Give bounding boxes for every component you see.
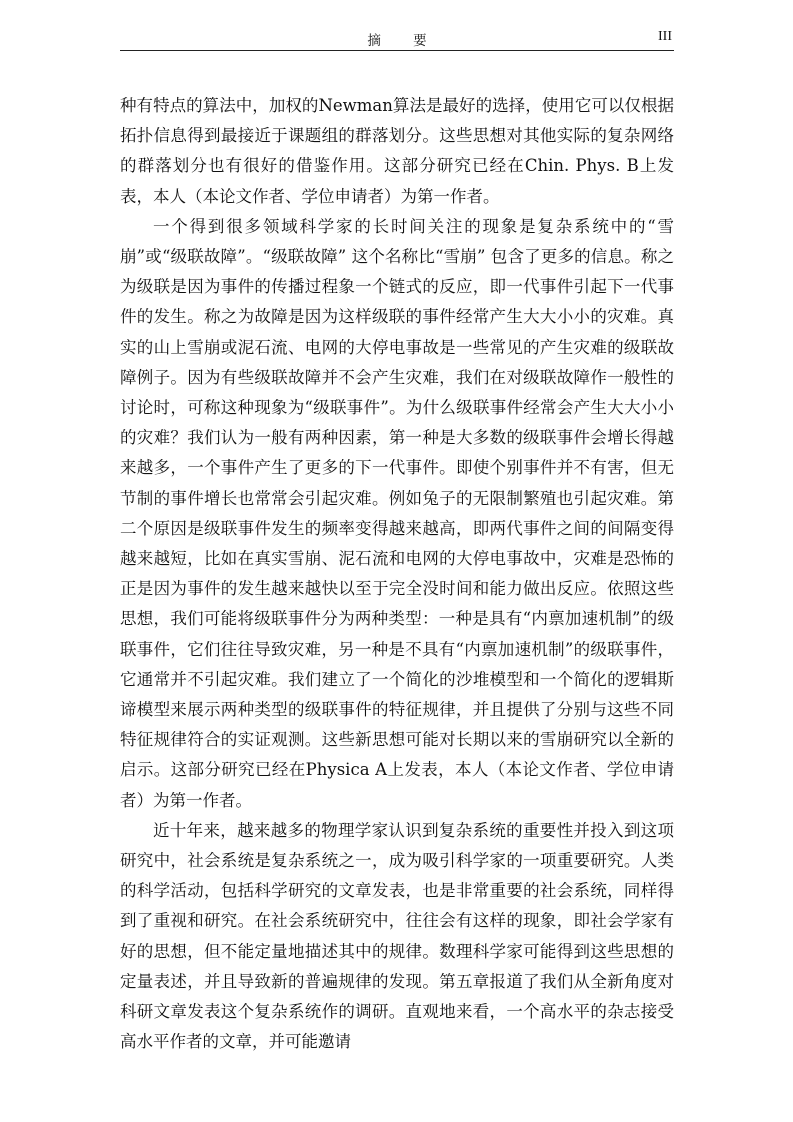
header-rule bbox=[120, 50, 674, 51]
paragraph-2: 一个得到很多领域科学家的长时间关注的现象是复杂系统中的“雪崩”或“级联故障”。“级联故障” 这个名称比“雪崩” 包含了更多的信息。称之为级联是因为事件的传播过程象一个链式的反应，即一代事件引起下一代事件的发生。称之为故障是因为这样级联的事件经常产生大大小小的灾难。真实的山上雪崩或泥石流、电网的大停电事故是一些常见的产生灾难的级联故障例子。因为有些级联故障并不会产生灾难，我们在对级联故障作一般性的讨论时，可称这种现象为“级联事件”。为什么级联事件经常会产生大大小小的灾难？我们认为一般有两种因素，第一种是大多数的级联事件会增长得越来越多，一个事件产生了更多的下一代事件。即使个别事件并不有害，但无节制的事件增长也常常会引起灾难。例如兔子的无限制繁殖也引起灾难。第二个原因是级联事件发生的频率变得越来越高，即两代事件之间的间隔变得越来越短，比如在真实雪崩、泥石流和电网的大停电事故中，灾难是恐怖的正是因为事件的发生越来越快以至于完全没时间和能力做出反应。依照这些思想，我们可能将级联事件分为两种类型：一种是具有“内禀加速机制”的级联事件，它们往往导致灾难，另一种是不具有“内禀加速机制”的级联事件，它通常并不引起灾难。我们建立了一个简化的沙堆模型和一个简化的逻辑斯谛模型来展示两种类型的级联事件的特征规律，并且提供了分别与这些不同特征规律符合的实证观测。这些新思想可能对长期以来的雪崩研究以全新的启示。这部分研究已经在Physica A上发表，本人（本论文作者、学位申请者）为第一作者。 bbox=[120, 216, 674, 810]
body-text bbox=[120, 91, 674, 1058]
paragraph-1: 种有特点的算法中，加权的Newman算法是最好的选择，使用它可以仅根据拓扑信息得到最接近于课题组的群落划分。这些思想对其他实际的复杂网络的群落划分也有很好的借鉴作用。这部分研究已经在Chin. Phys. B上发表，本人（本论文作者、学位申请者）为第一作者。 bbox=[120, 96, 674, 206]
header-page-number: III bbox=[658, 29, 672, 44]
header-title: 摘 要 bbox=[367, 33, 441, 49]
paragraph-3: 近十年来，越来越多的物理学家认识到复杂系统的重要性并投入到这项研究中，社会系统是复杂系统之一，成为吸引科学家的一项重要研究。人类的科学活动，包括科学研究的文章发表，也是非常重要的社会系统，同样得到了重视和研究。在社会系统研究中，往往会有这样的现象，即社会学家有好的思想，但不能定量地描述其中的规律。数理科学家可能得到这些思想的定量表述，并且导致新的普遍规律的发现。第五章报道了我们从全新角度对科研文章发表这个复杂系统作的调研。直观地来看，一个高水平的杂志接受高水平作者的文章，并可能邀请 bbox=[120, 820, 674, 1052]
running-header bbox=[120, 26, 674, 48]
